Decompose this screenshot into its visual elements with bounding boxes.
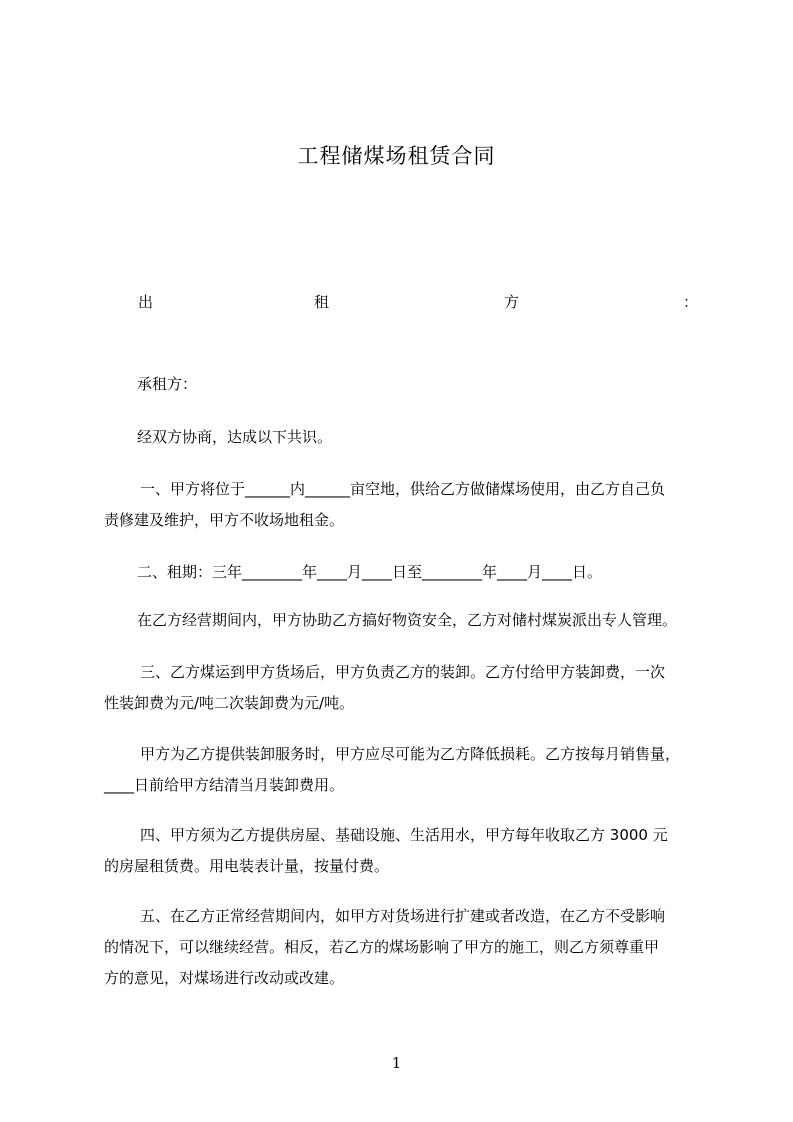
lessor-label-char: 方 [504, 293, 520, 311]
clause-5-paragraph [104, 901, 665, 994]
paragraph-line: 方的意见，对煤场进行改动或改建。 [104, 969, 345, 987]
paragraph-line: 甲方为乙方提供装卸服务时，甲方应尽可能为乙方降低损耗。乙方按每月销售量， [140, 745, 681, 763]
lessor-label-char: ： [683, 293, 699, 311]
clause-3-paragraph [104, 657, 665, 719]
paragraph-line: 四、甲方须为乙方提供房屋、基础设施、生活用水，甲方每年收取乙方 3000 元 [140, 826, 668, 844]
lessor-label [138, 291, 699, 313]
paragraph-line: 二、租期：三年________年____月____日至________年____月____日。 [137, 563, 603, 581]
paragraph-line: ____日前给甲方结清当月装卸费用。 [104, 776, 345, 794]
paragraph-line: 性装卸费为元/吨二次装卸费为元/吨。 [104, 694, 355, 712]
paragraph-line: 的情况下，可以继续经营。相反，若乙方的煤场影响了甲方的施工，则乙方须尊重甲 [104, 938, 660, 956]
paragraph-line: 在乙方经营期间内，甲方协助乙方搞好物资安全，乙方对储村煤炭派出专人管理。 [137, 611, 678, 629]
clause-2-paragraph [137, 557, 602, 588]
paragraph-line: 承租方： [137, 375, 198, 393]
lessee-label [137, 369, 197, 400]
consensus-paragraph [137, 422, 332, 453]
clause-1-paragraph [104, 474, 665, 536]
paragraph-line: 责修建及维护，甲方不收场地租金。 [104, 511, 345, 529]
loading-service-paragraph [104, 739, 680, 801]
clause-4-paragraph [104, 820, 668, 882]
paragraph-line: 一、甲方将位于______内______亩空地，供给乙方做储煤场使用，由乙方自己负 [140, 480, 666, 498]
lessor-label-char: 出 [138, 293, 154, 311]
paragraph-line: 经双方协商，达成以下共识。 [137, 428, 333, 446]
security-paragraph [137, 605, 677, 636]
paragraph-line: 的房屋租赁费。用电装表计量，按量付费。 [104, 857, 390, 875]
document-title: 工程储煤场租赁合同 [297, 144, 496, 168]
lessor-label-char: 租 [314, 293, 330, 311]
paragraph-line: 三、乙方煤运到甲方货场后，甲方负责乙方的装卸。乙方付给甲方装卸费，一次 [140, 663, 666, 681]
paragraph-line: 五、在乙方正常经营期间内，如甲方对货场进行扩建或者改造，在乙方不受影响 [140, 907, 666, 925]
page-number: 1 [391, 1054, 402, 1072]
